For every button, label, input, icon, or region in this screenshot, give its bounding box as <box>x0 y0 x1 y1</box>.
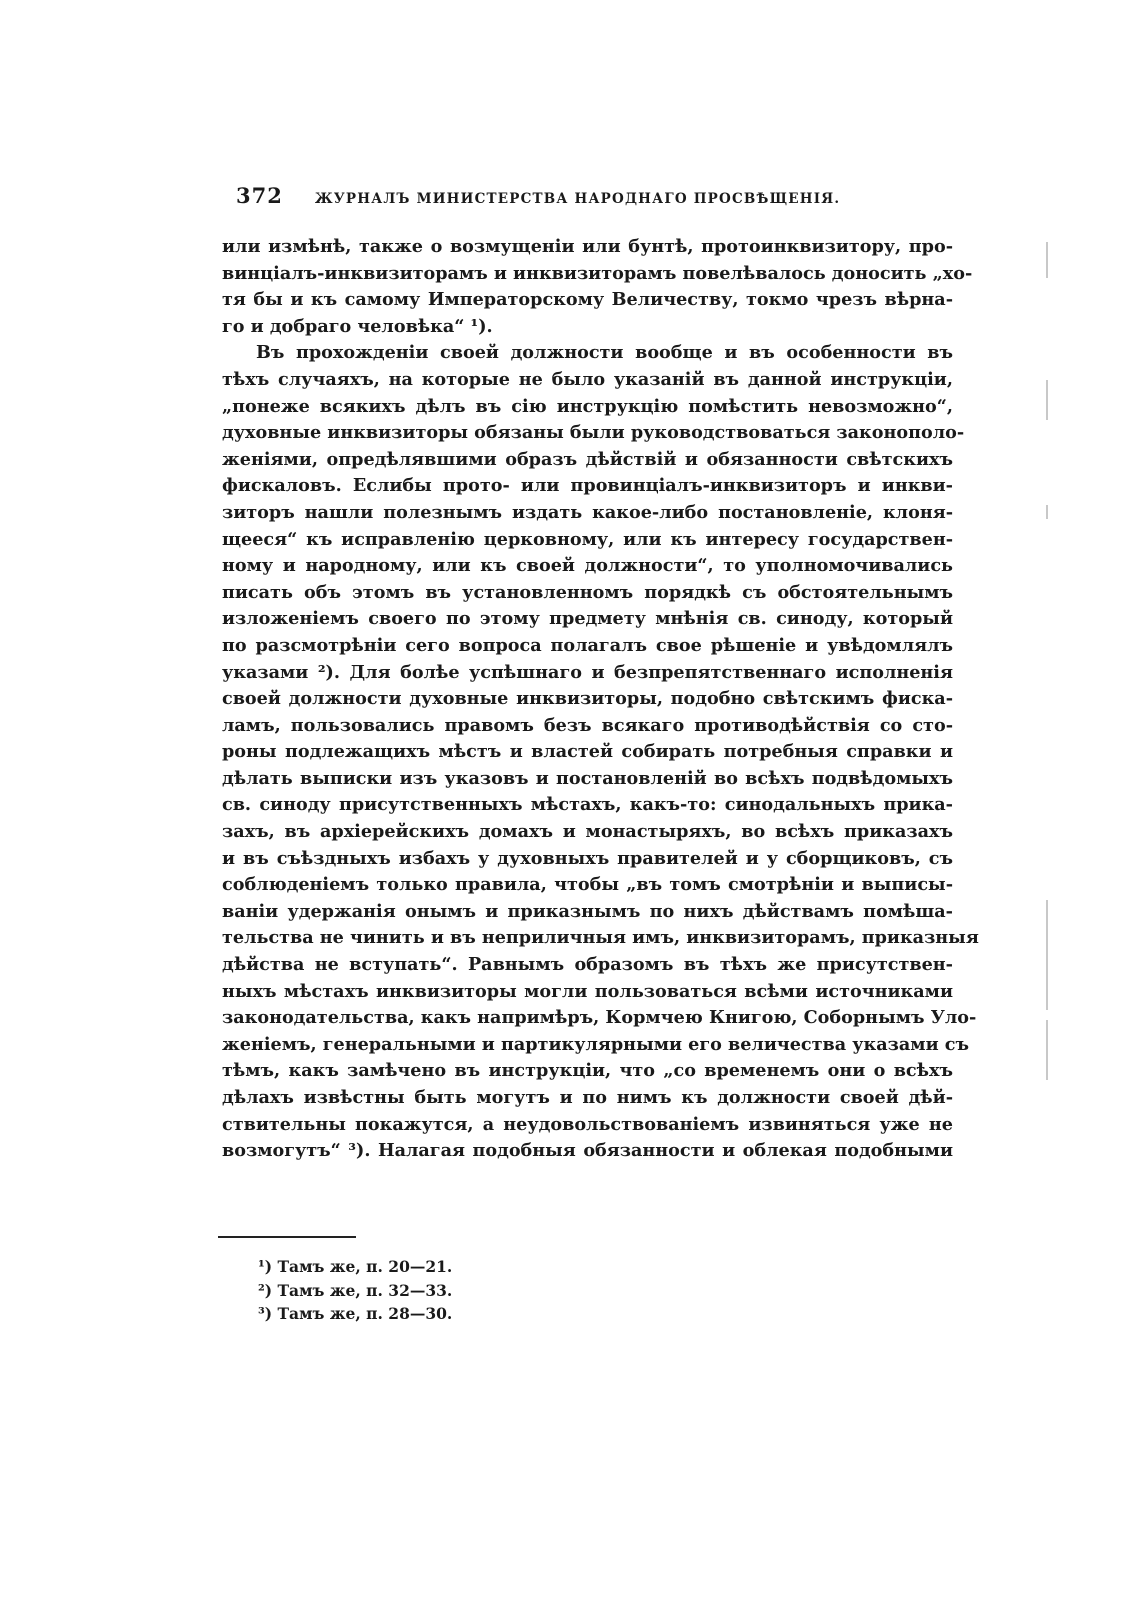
text-line: писать объ этомъ въ установленномъ порядкѣ съ обстоятельнымъ <box>222 581 953 603</box>
text-line: Въ прохожденіи своей должности вообще и въ особенности въ <box>256 342 953 364</box>
text-line: законодательства, какъ напримѣръ, Кормчею Книгою, Соборнымъ Уло- <box>222 1007 977 1029</box>
footnote-2: ²) Тамъ же, п. 32—33. <box>258 1280 453 1300</box>
text-line: „понеже всякихъ дѣлъ въ сію инструкцію помѣстить невозможно“, <box>222 395 953 417</box>
text-line: винціалъ-инквизиторамъ и инквизиторамъ повелѣвалось доносить „хо- <box>222 262 973 284</box>
text-line: своей должности духовные инквизиторы, подобно свѣтскимъ фиска- <box>222 688 953 710</box>
text-line: женіемъ, генеральными и партикулярными его величества указами съ <box>222 1033 969 1055</box>
text-line: возмогутъ“ ³). Налагая подобныя обязанности и облекая подобными <box>222 1140 953 1162</box>
text-line: или измѣнѣ, также о возмущеніи или бунтѣ, протоинквизитору, про- <box>222 236 953 257</box>
text-line: указами ²). Для болѣе успѣшнаго и безпрепятственнаго исполненія <box>222 661 953 683</box>
text-line: зиторъ нашли полезнымъ издать какое-либо постановленіе, клоня- <box>222 501 953 523</box>
text-line: ваніи удержанія онымъ и приказнымъ по нихъ дѣйствамъ помѣша- <box>222 900 953 922</box>
text-line: по разсмотрѣніи сего вопроса полагалъ свое рѣшеніе и увѣдомлялъ <box>222 634 953 656</box>
text-line: дѣйства не вступать“. Равнымъ образомъ въ тѣхъ же присутствен- <box>222 954 953 976</box>
text-line: го и добраго человѣка“ ¹). <box>222 315 493 337</box>
text-line: и въ съѣздныхъ избахъ у духовныхъ правителей и у сборщиковъ, съ <box>222 847 953 869</box>
text-line: тѣмъ, какъ замѣчено въ инструкціи, что „со временемъ они о всѣхъ <box>222 1060 953 1082</box>
paragraph-1 <box>222 234 973 340</box>
text-line: тельства не чинить и въ неприличныя имъ, инквизиторамъ, приказныя <box>222 927 979 949</box>
text-line: изложеніемъ своего по этому предмету мнѣнія св. синоду, который <box>222 608 953 630</box>
text-line: женіями, опредѣлявшими образъ дѣйствій и обязанности свѣтскихъ <box>222 448 953 470</box>
page-number: 372 <box>236 183 283 208</box>
scan-margin-mark <box>1046 505 1048 519</box>
text-line: захъ, въ архіерейскихъ домахъ и монастыряхъ, во всѣхъ приказахъ <box>222 821 953 843</box>
footnote-3: ³) Тамъ же, п. 28—30. <box>258 1304 453 1323</box>
footnote-rule <box>218 1236 356 1238</box>
text-line: роны подлежащихъ мѣстъ и властей собирать потребныя справки и <box>222 741 953 763</box>
text-line: св. синоду присутственныхъ мѣстахъ, какъ-то: синодальныхъ прика- <box>222 794 953 816</box>
scan-margin-mark <box>1046 242 1048 278</box>
page-header <box>236 183 866 213</box>
body-text <box>222 234 979 1165</box>
text-line: тѣхъ случаяхъ, на которые не было указаній въ данной инструкціи, <box>222 368 953 390</box>
text-line: ныхъ мѣстахъ инквизиторы могли пользоваться всѣми источниками <box>222 980 953 1002</box>
footnotes <box>258 1255 452 1326</box>
text-line: духовные инквизиторы обязаны были руководствоваться законополо- <box>222 422 965 444</box>
running-title: ЖУРНАЛЪ МИНИСТЕРСТВА НАРОДНАГО ПРОСВѢЩЕНІЯ. <box>314 191 841 207</box>
text-line: дѣлахъ извѣстны быть могутъ и по нимъ къ должности своей дѣй- <box>222 1087 953 1108</box>
text-line: щееся“ къ исправленію церковному, или къ интересу государствен- <box>222 528 953 550</box>
text-line: тя бы и къ самому Императорскому Величеству, токмо чрезъ вѣрна- <box>222 289 953 311</box>
paragraph-2 <box>222 340 979 1164</box>
text-line: ствительны покажутся, а неудовольствованіемъ извиняться уже не <box>222 1113 953 1135</box>
scan-margin-mark <box>1046 1020 1048 1080</box>
text-line: дѣлать выписки изъ указовъ и постановленій во всѣхъ подвѣдомыхъ <box>222 767 953 789</box>
scan-margin-mark <box>1046 380 1048 420</box>
text-line: соблюденіемъ только правила, чтобы „въ томъ смотрѣніи и выписы- <box>222 874 953 896</box>
footnote-1: ¹) Тамъ же, п. 20—21. <box>258 1257 453 1276</box>
scan-margin-mark <box>1046 900 1048 1010</box>
text-line: ламъ, пользовались правомъ безъ всякаго противодѣйствія со сто- <box>222 714 953 736</box>
text-line: фискаловъ. Еслибы прото- или провинціалъ-инквизиторъ и инкви- <box>222 475 953 497</box>
text-line: ному и народному, или къ своей должности“, то уполномочивались <box>222 555 953 577</box>
